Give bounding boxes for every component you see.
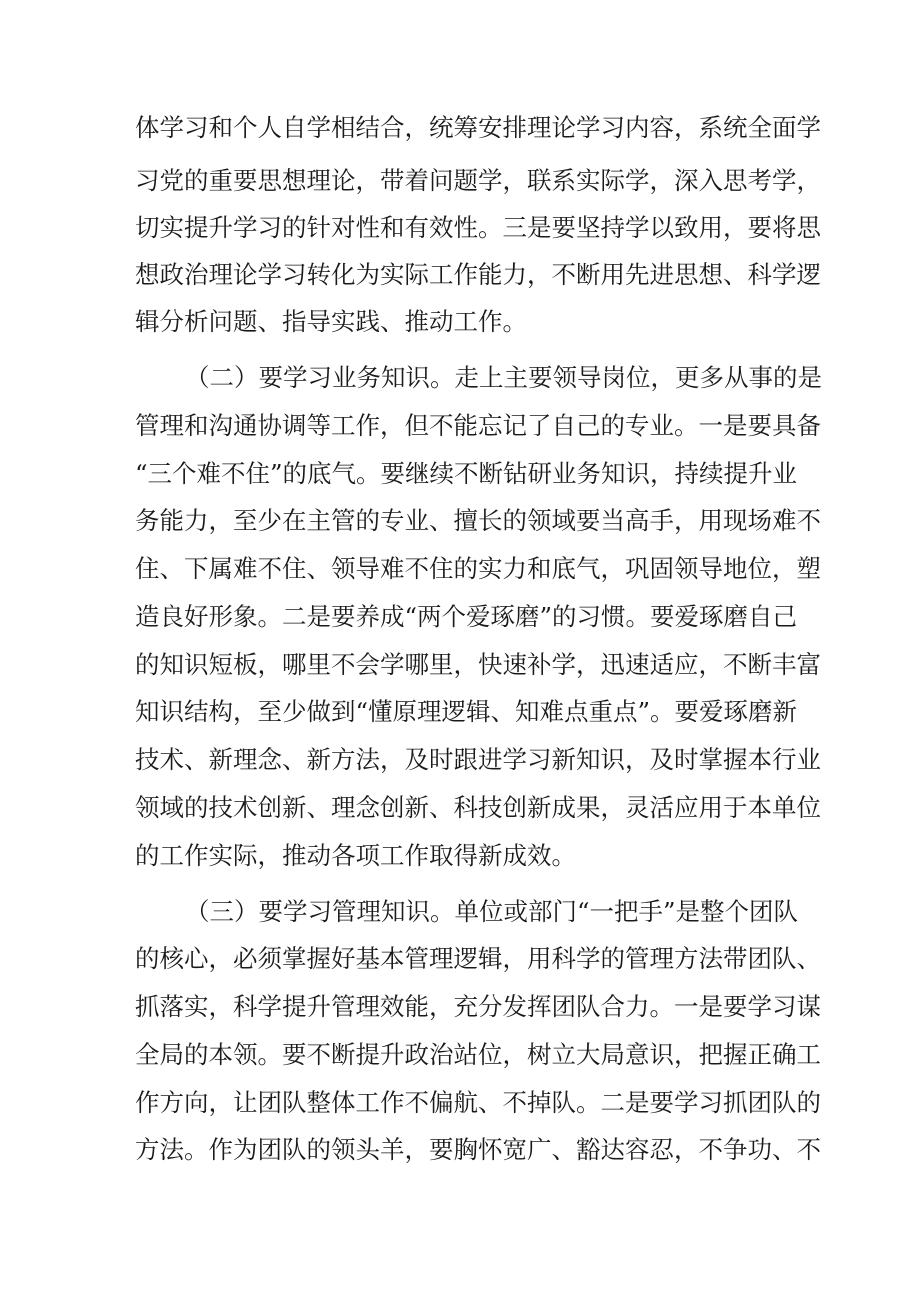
text-line: 方法。作为团队的领头羊，要胸怀宽广、豁达容忍，不争功、不	[135, 1135, 821, 1164]
text-line: 的核心，必须掌握好基本管理逻辑，用科学的管理方法带团队、	[135, 944, 821, 973]
text-line: 领域的技术创新、理念创新、科技创新成果，灵活应用于本单位	[135, 793, 821, 822]
text-line: 技术、新理念、新方法，及时跟进学习新知识，及时掌握本行业	[135, 745, 821, 774]
text-line: 习党的重要思想理论，带着问题学，联系实际学，深入思考学，	[135, 166, 821, 195]
text-line: （二）要学习业务知识。走上主要领导岗位，更多从事的是	[185, 363, 822, 392]
text-line: 抓落实，科学提升管理效能，充分发挥团队合力。一是要学习谋	[135, 992, 821, 1021]
text-line: 住、下属难不住、领导难不住的实力和底气，巩固领导地位，塑	[135, 554, 821, 583]
text-line: 务能力，至少在主管的专业、擅长的领域要当高手，用现场难不	[135, 506, 821, 535]
text-line: 管理和沟通协调等工作，但不能忘记了自己的专业。一是要具备	[135, 411, 821, 440]
text-line: 全局的本领。要不断提升政治站位，树立大局意识，把握正确工	[135, 1040, 821, 1069]
text-line: 造良好形象。二是要养成“两个爱琢磨”的习惯。要爱琢磨自己	[135, 602, 798, 631]
text-line: 想政治理论学习转化为实际工作能力，不断用先进思想、科学逻	[135, 260, 821, 289]
text-line: （三）要学习管理知识。单位或部门“一把手”是整个团队	[185, 897, 799, 926]
text-line: 的知识短板，哪里不会学哪里，快速补学，迅速适应，不断丰富	[135, 650, 821, 679]
text-line: 知识结构，至少做到“懂原理逻辑、知难点重点”。要爱琢磨新	[135, 697, 798, 726]
text-line: 作方向，让团队整体工作不偏航、不掉队。二是要学习抓团队的	[135, 1088, 821, 1117]
text-line: 切实提升学习的针对性和有效性。三是要坚持学以致用，要将思	[135, 213, 821, 242]
text-line: 辑分析问题、指导实践、推动工作。	[135, 307, 527, 336]
text-line: 的工作实际，推动各项工作取得新成效。	[135, 841, 576, 870]
text-line: 体学习和个人自学相结合，统筹安排理论学习内容，系统全面学	[135, 113, 821, 142]
text-line: “三个难不住”的底气。要继续不断钻研业务知识，持续提升业	[135, 459, 798, 488]
